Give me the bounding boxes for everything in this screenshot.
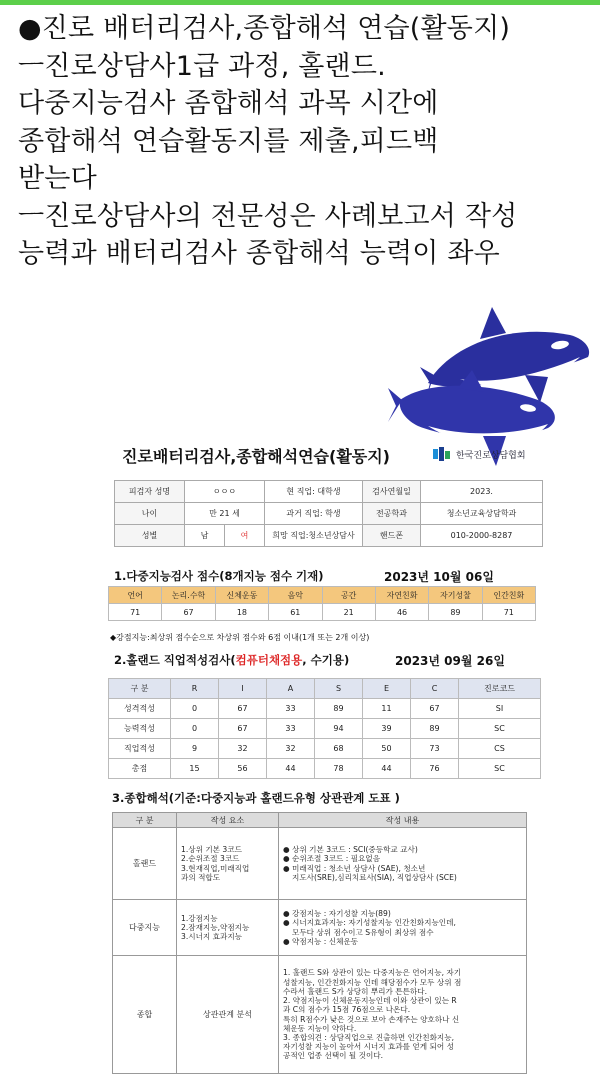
table-cell: 성격적성 (109, 699, 171, 719)
table-cell: 9 (171, 739, 219, 759)
table-header-cell: C (411, 679, 459, 699)
content-line: 과 C의 점수가 15점 76점으로 나온다. (283, 1005, 411, 1015)
table-cell (177, 900, 279, 956)
synthesis-table (112, 812, 527, 1074)
table-cell: 73 (411, 739, 459, 759)
table-cell: 검사연월일 (363, 481, 421, 503)
content-line: 모두다 상위 점수이고 S유형이 최상위 점수 (292, 927, 434, 937)
table-cell: 71 (482, 604, 535, 621)
table-header-cell: A (267, 679, 315, 699)
table-cell: 만 21 세 (185, 503, 265, 525)
table-cell (279, 828, 527, 900)
table-row (109, 604, 536, 621)
table-cell: 67 (162, 604, 215, 621)
table-cell: 67 (411, 699, 459, 719)
table-row (115, 503, 543, 525)
post-line: 종합해석 연습활동지를 제출,피드백 (18, 125, 439, 157)
table-cell: 71 (109, 604, 162, 621)
table-cell: 현 직업: 대학생 (265, 481, 363, 503)
table-cell: 44 (267, 759, 315, 779)
table-cell: 78 (315, 759, 363, 779)
table-cell (279, 900, 527, 956)
table-header-cell: 구 분 (109, 679, 171, 699)
document-title: 진로배터리검사,종합해석연습(활동지) (122, 447, 390, 466)
element-line: 3.현재직업,미래직업 (181, 863, 250, 873)
table-cell: 89 (429, 604, 482, 621)
table-cell: 76 (411, 759, 459, 779)
content-line: 공적인 업종 선택이 될 것이다. (283, 1051, 384, 1061)
table-cell (279, 956, 527, 1074)
table-cell: 능력적성 (109, 719, 171, 739)
table-cell: SC (459, 759, 541, 779)
table-cell: 44 (363, 759, 411, 779)
table-header-cell: 작성 내용 (279, 813, 527, 828)
table-cell: 46 (375, 604, 428, 621)
table-cell: 33 (267, 699, 315, 719)
table-header-cell: I (219, 679, 267, 699)
content-line: 특히 R점수가 낮은 것으로 보아 손재주는 양호하나 신 (283, 1014, 460, 1024)
content-line: ● 약점지능 : 신체운동 (283, 937, 522, 946)
table-header-cell: 자기성찰 (429, 587, 482, 604)
post-line: ●진로 배터리검사,종합해석 연습(활동지) (18, 13, 511, 44)
table-header-cell: 자연친화 (375, 587, 428, 604)
table-header-cell: 음악 (269, 587, 322, 604)
table-cell (177, 828, 279, 900)
table-cell: 0 (171, 719, 219, 739)
element-line: 2.순위조절 3코드 (181, 854, 240, 864)
table-cell: 홀랜드 (113, 828, 177, 900)
association-logo (432, 447, 526, 461)
table-header-cell: 인간친화 (482, 587, 535, 604)
post-line: 능력과 배터리검사 종합해석 능력이 좌우 (18, 238, 500, 269)
table-header-cell: 진로코드 (459, 679, 541, 699)
table-cell: 56 (219, 759, 267, 779)
examinee-info-table (114, 480, 543, 547)
table-header-cell: 신체운동 (215, 587, 268, 604)
table-cell: 과거 직업: 학생 (265, 503, 363, 525)
section3-title: 3.종합해석(기준:다중지능과 홀랜드유형 상관관계 도표 ) (112, 791, 400, 805)
content-line: 3. 종합의견 : 상담직업으로 진출하면 인간친화지능, (283, 1032, 454, 1042)
table-cell: 18 (215, 604, 268, 621)
holland-table (108, 678, 541, 779)
content-line: ● 순위조절 3코드 : 필요없음 (283, 854, 522, 863)
association-logo-icon (432, 447, 452, 461)
element-line: 과의 적합도 (181, 872, 221, 882)
table-cell: 종합 (113, 956, 177, 1074)
table-header-row (113, 813, 527, 828)
table-header-row (109, 587, 536, 604)
table-cell: 다중지능 (113, 900, 177, 956)
table-header-row (109, 679, 541, 699)
post-line: 받는다 (18, 163, 97, 194)
table-cell: 0 (171, 699, 219, 719)
content-line: ● 강점지능 : 자기성찰 지능(89) (283, 909, 522, 918)
content-line: 지도사(SRE),심리치료사(SIA), 직업상담사 (SCE) (292, 872, 457, 882)
table-cell: 89 (315, 699, 363, 719)
table-cell: 61 (269, 604, 322, 621)
table-row (109, 719, 541, 739)
table-cell: ㅇㅇㅇ (185, 481, 265, 503)
table-cell: 67 (219, 699, 267, 719)
table-row (109, 699, 541, 719)
section1-title: 1.다중지능검사 점수(8개지능 점수 기재) (114, 569, 324, 583)
table-cell: 39 (363, 719, 411, 739)
content-line: 2. 약점지능이 신체운동지능인데 이와 상관이 있는 R (283, 996, 457, 1006)
content-line: 체운동 지능이 약하다. (283, 1023, 357, 1033)
table-row (109, 739, 541, 759)
table-cell: 희망 직업:청소년상담사 (265, 525, 363, 547)
section2-date: 2023년 09월 26일 (395, 654, 505, 668)
activity-sheet-document (88, 432, 548, 1072)
table-header-cell: 논리.수학 (162, 587, 215, 604)
element-line: 3.시너지 효과지능 (181, 932, 243, 942)
content-line: 성찰지능, 인간친화지능 인데 해당점수가 모두 상위 점 (283, 977, 462, 987)
table-cell: 010-2000-8287 (421, 525, 543, 547)
table-cell: 89 (411, 719, 459, 739)
table-cell: 상관관계 분석 (177, 956, 279, 1074)
table-cell: 피검자 성명 (115, 481, 185, 503)
table-cell: 11 (363, 699, 411, 719)
post-line: ㅡ진로상담사의 전문성은 사례보고서 작성 (18, 200, 518, 232)
table-cell: SC (459, 719, 541, 739)
content-line: 자기성찰 지능이 높아서 시너지 효과를 얻게 되어 성 (283, 1042, 454, 1052)
content-line: 1. 홀랜드 S와 상관이 있는 다중지능은 언어지능, 자기 (283, 968, 462, 978)
content-line: ● 미래직업 : 청소년 상담사 (SAE), 청소년 (283, 864, 522, 873)
table-cell: 여 (225, 525, 265, 547)
section1-date: 2023년 10월 06일 (384, 570, 494, 584)
table-cell: 나이 (115, 503, 185, 525)
table-cell: 94 (315, 719, 363, 739)
table-cell: 50 (363, 739, 411, 759)
table-cell: 67 (219, 719, 267, 739)
table-row (115, 525, 543, 547)
table-header-cell: R (171, 679, 219, 699)
table-cell: CS (459, 739, 541, 759)
section2-title-b: , 수기용) (302, 653, 350, 667)
post-line: 다중지능검사 좀합해석 과목 시간에 (18, 88, 439, 119)
section2-title (114, 652, 349, 668)
strength-note: ◆강점지능:최상위 점수순으로 차상위 점수와 6점 이내(1개 또는 2개 이상) (110, 633, 370, 642)
table-cell: 21 (322, 604, 375, 621)
post-line: ㅡ진로상담사1급 과정, 홀랜드. (18, 50, 386, 82)
table-row (115, 481, 543, 503)
element-line: 1.강점지능 (181, 913, 218, 923)
table-header-cell: 작성 요소 (177, 813, 279, 828)
table-cell: 성별 (115, 525, 185, 547)
table-cell: 32 (267, 739, 315, 759)
table-cell: 33 (267, 719, 315, 739)
table-row (109, 759, 541, 779)
table-header-cell: S (315, 679, 363, 699)
table-header-cell: 구 분 (113, 813, 177, 828)
element-line: 2.잠재지능,약점지능 (181, 922, 250, 932)
table-cell: 15 (171, 759, 219, 779)
association-logo-text: 한국진로상담협회 (456, 450, 526, 461)
table-cell: 68 (315, 739, 363, 759)
content-line: 수라서 홀랜드 S가 상당히 뿌리가 튼튼하다. (283, 986, 428, 996)
table-header-cell: 공간 (322, 587, 375, 604)
table-cell: 남 (185, 525, 225, 547)
section2-title-a: 2.홀랜드 직업적성검사( (114, 653, 236, 667)
table-cell: 32 (219, 739, 267, 759)
section2-title-red: 컴퓨터채점용 (235, 653, 303, 667)
table-row (113, 956, 527, 1074)
table-cell: 핸드폰 (363, 525, 421, 547)
table-cell: 2023. (421, 481, 543, 503)
table-cell: 총점 (109, 759, 171, 779)
table-cell: 직업적성 (109, 739, 171, 759)
table-row (113, 900, 527, 956)
table-row (113, 828, 527, 900)
post-text (18, 10, 588, 273)
table-cell: 청소년교육상담학과 (421, 503, 543, 525)
multiple-intelligence-table (108, 586, 536, 621)
content-line: ● 상위 기본 3코드 : SCI(중등학교 교사) (283, 845, 522, 854)
element-line: 1.상위 기본 3코드 (181, 845, 242, 855)
content-line: ● 시너지효과지능: 자기성찰지능 인간친화지능인데, (283, 918, 522, 927)
document-header (88, 432, 548, 468)
table-cell: 전공학과 (363, 503, 421, 525)
top-accent-bar (0, 0, 600, 5)
table-cell: SI (459, 699, 541, 719)
table-header-cell: 언어 (109, 587, 162, 604)
table-header-cell: E (363, 679, 411, 699)
